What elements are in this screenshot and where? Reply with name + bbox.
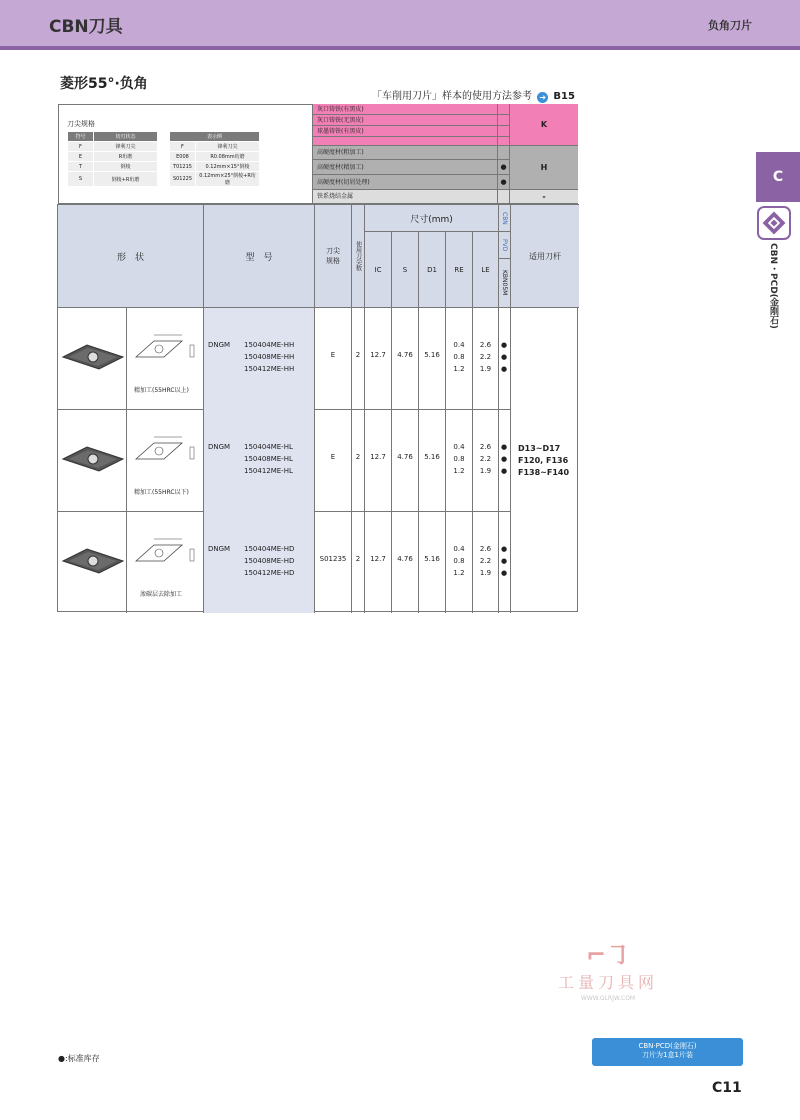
material-name: 高硬度材(精加工) (313, 160, 497, 175)
spec-head-example: 表示例 (170, 132, 260, 142)
spec-cell: E008 (170, 152, 196, 162)
header-shape: 形 状 (57, 204, 203, 307)
spec-cell: E (68, 152, 94, 162)
model-number: 150404ME-HL (244, 443, 293, 451)
watermark-logo-icon: ⌐㇆ (585, 941, 631, 969)
material-name: 灰口铸铁(有黑皮) (313, 104, 497, 115)
reference-text: 「车削用刀片」样本的使用方法参考 (372, 91, 532, 102)
watermark (538, 940, 678, 1020)
ic-value: 12.7 (370, 351, 386, 359)
product-table (57, 204, 578, 612)
ic-value: 12.7 (370, 555, 386, 563)
model-prefix: DNGM (208, 545, 231, 553)
le-value: 2.6 (479, 341, 492, 349)
re-value: 1.2 (453, 467, 465, 475)
header-bar (0, 46, 800, 50)
tip-value: E (330, 453, 336, 461)
model-prefix: DNGM (208, 341, 231, 349)
s-value: 4.76 (397, 351, 413, 359)
stock-dot: ● (501, 569, 508, 577)
model-list (244, 543, 294, 579)
model-number: 150404ME-HD (244, 545, 295, 553)
tip-value: S01235 (319, 555, 347, 563)
page-subtitle: 负角刀片 (708, 19, 752, 32)
le-values (473, 339, 498, 375)
spec-cell: 倒棱 (94, 162, 158, 172)
s-value: 4.76 (397, 555, 413, 563)
spec-cell: S01225 (170, 172, 196, 187)
material-dot (497, 115, 509, 126)
insert-caption: 精加工(55HRC以下) (134, 489, 189, 496)
insert-photo (61, 445, 125, 473)
re-values (446, 339, 472, 375)
le-value: 2.2 (479, 455, 492, 463)
tip-spec-title: 刀尖规格 (67, 120, 95, 128)
le-value: 1.9 (479, 569, 492, 577)
header-dim-ic: IC (364, 231, 391, 307)
stock-dot: ● (501, 467, 508, 475)
material-dot (497, 104, 509, 115)
header-size: 尺寸(mm) (364, 204, 498, 231)
material-name: 铁系烧结金属 (313, 190, 497, 204)
re-value: 1.2 (453, 569, 465, 577)
header-dim-re: RE (445, 231, 472, 307)
spec-cell: S (68, 172, 94, 187)
header-tip: 刀尖 规格 (314, 204, 351, 307)
insert-drawing (132, 431, 202, 487)
spec-cell: 0.12mm×25°倒棱+R珩磨 (196, 172, 260, 187)
le-values (473, 441, 498, 477)
edges-value: 2 (355, 555, 361, 563)
spec-cell: T (68, 162, 94, 172)
header-dim-le: LE (472, 231, 498, 307)
le-value: 2.2 (479, 353, 492, 361)
stock-dot: ● (501, 353, 508, 361)
re-value: 1.2 (453, 365, 465, 373)
header-pvd: PVD (498, 231, 510, 258)
stock-legend: ●:标准库存 (58, 1054, 100, 1063)
insert-caption: 精加工(55HRC以上) (134, 387, 189, 394)
stock-dots (501, 339, 507, 375)
stock-dots (501, 543, 507, 579)
le-value: 1.9 (479, 365, 492, 373)
spec-head-symbol: 符号 (68, 132, 94, 142)
side-section-label: CBN・PCD(金刚石) (768, 243, 778, 329)
header-dim-s: S (391, 231, 418, 307)
material-name: 灰口铸铁(无黑皮) (313, 115, 497, 126)
section-title: 菱形55°·负角 (60, 76, 148, 92)
spec-cell: 锋利刀尖 (196, 142, 260, 152)
spec-cell: F (68, 142, 94, 152)
model-list (244, 441, 293, 477)
material-dot (497, 190, 509, 204)
material-name: 球墨铸铁(有黑皮) (313, 126, 497, 137)
d1-value: 5.16 (424, 351, 440, 359)
d1-value: 5.16 (424, 453, 440, 461)
page-header (0, 0, 800, 50)
re-values (446, 441, 472, 477)
stock-dot: ● (501, 443, 508, 451)
d1-value: 5.16 (424, 555, 440, 563)
le-value: 2.2 (479, 557, 492, 565)
spec-cell: R0.08mm珩磨 (196, 152, 260, 162)
insert-photo (61, 343, 125, 371)
re-value: 0.4 (453, 443, 465, 451)
holder-item: F138~F140 (518, 468, 570, 477)
insert-caption: 渗碳层去除加工 (140, 591, 183, 598)
stock-dot: ● (501, 455, 508, 463)
watermark-text: 工量刀具网 (557, 973, 658, 992)
model-number: 150412ME-HL (244, 467, 293, 475)
re-value: 0.4 (453, 341, 465, 349)
spec-cell: 锋利刀尖 (94, 142, 158, 152)
edges-value: 2 (355, 351, 361, 359)
insert-drawing (132, 533, 202, 589)
chapter-tab[interactable]: C (756, 152, 800, 202)
material-name: 高硬度材(切屑处理) (313, 175, 497, 190)
stock-dot: ● (501, 341, 508, 349)
re-value: 0.4 (453, 545, 465, 553)
material-group-k: K (509, 104, 578, 146)
model-number: 150404ME-HH (244, 341, 295, 349)
ic-value: 12.7 (370, 453, 386, 461)
re-value: 0.8 (453, 557, 465, 565)
material-dot (497, 146, 509, 160)
tip-value: E (330, 351, 336, 359)
header-cbn: CBN (498, 204, 510, 231)
le-value: 1.9 (479, 467, 492, 475)
tip-spec-box (58, 104, 313, 204)
model-list (244, 339, 294, 375)
cbn-insert-icon (757, 206, 791, 240)
header-holder: 适用刀杆 (510, 204, 579, 307)
material-dot (497, 126, 509, 137)
reference-note (372, 87, 575, 103)
tip-spec-table (67, 131, 260, 187)
le-value: 2.6 (479, 443, 492, 451)
s-value: 4.76 (397, 453, 413, 461)
re-value: 0.8 (453, 455, 465, 463)
re-values (446, 543, 472, 579)
le-value: 2.6 (479, 545, 492, 553)
holder-item: D13~D17 (518, 444, 561, 453)
model-prefix: DNGM (208, 443, 231, 451)
le-values (473, 543, 498, 579)
packaging-line: CBN·PCD(金刚石) (638, 1042, 697, 1050)
header-edges: 使用刀尖数 (351, 204, 364, 307)
page-number: C11 (712, 1080, 742, 1096)
page-title: CBN刀具 (49, 17, 123, 37)
packaging-line: 刀片为1盒1片装 (642, 1051, 693, 1059)
material-dot: ● (497, 160, 509, 175)
holder-list (518, 443, 569, 479)
watermark-url: WWW.GLRJW.COM (580, 995, 636, 1002)
stock-dot: ● (501, 365, 508, 373)
material-group-h: H (509, 146, 578, 190)
stock-dots (501, 441, 507, 477)
material-table (313, 104, 578, 204)
model-number: 150408ME-HH (244, 353, 295, 361)
insert-photo (61, 547, 125, 575)
material-dot: ● (497, 175, 509, 190)
header-model: 型 号 (203, 204, 314, 307)
model-number: 150412ME-HH (244, 365, 295, 373)
model-number: 150408ME-HD (244, 557, 295, 565)
stock-dot: ● (501, 545, 508, 553)
spec-head-state: 切刃状态 (94, 132, 158, 142)
spec-cell: R珩磨 (94, 152, 158, 162)
spec-cell: F (170, 142, 196, 152)
stock-dot: ● (501, 557, 508, 565)
packaging-note (592, 1038, 743, 1066)
edges-value: 2 (355, 453, 361, 461)
header-dim-d1: D1 (418, 231, 445, 307)
re-value: 0.8 (453, 353, 465, 361)
reference-page-link[interactable]: B15 (553, 91, 575, 102)
model-number: 150412ME-HD (244, 569, 295, 577)
holder-item: F120, F136 (518, 456, 569, 465)
model-number: 150408ME-HL (244, 455, 293, 463)
spec-cell: T01215 (170, 162, 196, 172)
material-name: 高硬度材(粗加工) (313, 146, 497, 160)
header-grade: KBN05M (498, 258, 510, 307)
arrow-circle-icon: ➔ (537, 92, 548, 103)
material-group-other: - (509, 190, 578, 204)
spec-cell: 倒棱+R珩磨 (94, 172, 158, 187)
insert-drawing (132, 329, 202, 385)
spec-cell: 0.12mm×15°倒棱 (196, 162, 260, 172)
